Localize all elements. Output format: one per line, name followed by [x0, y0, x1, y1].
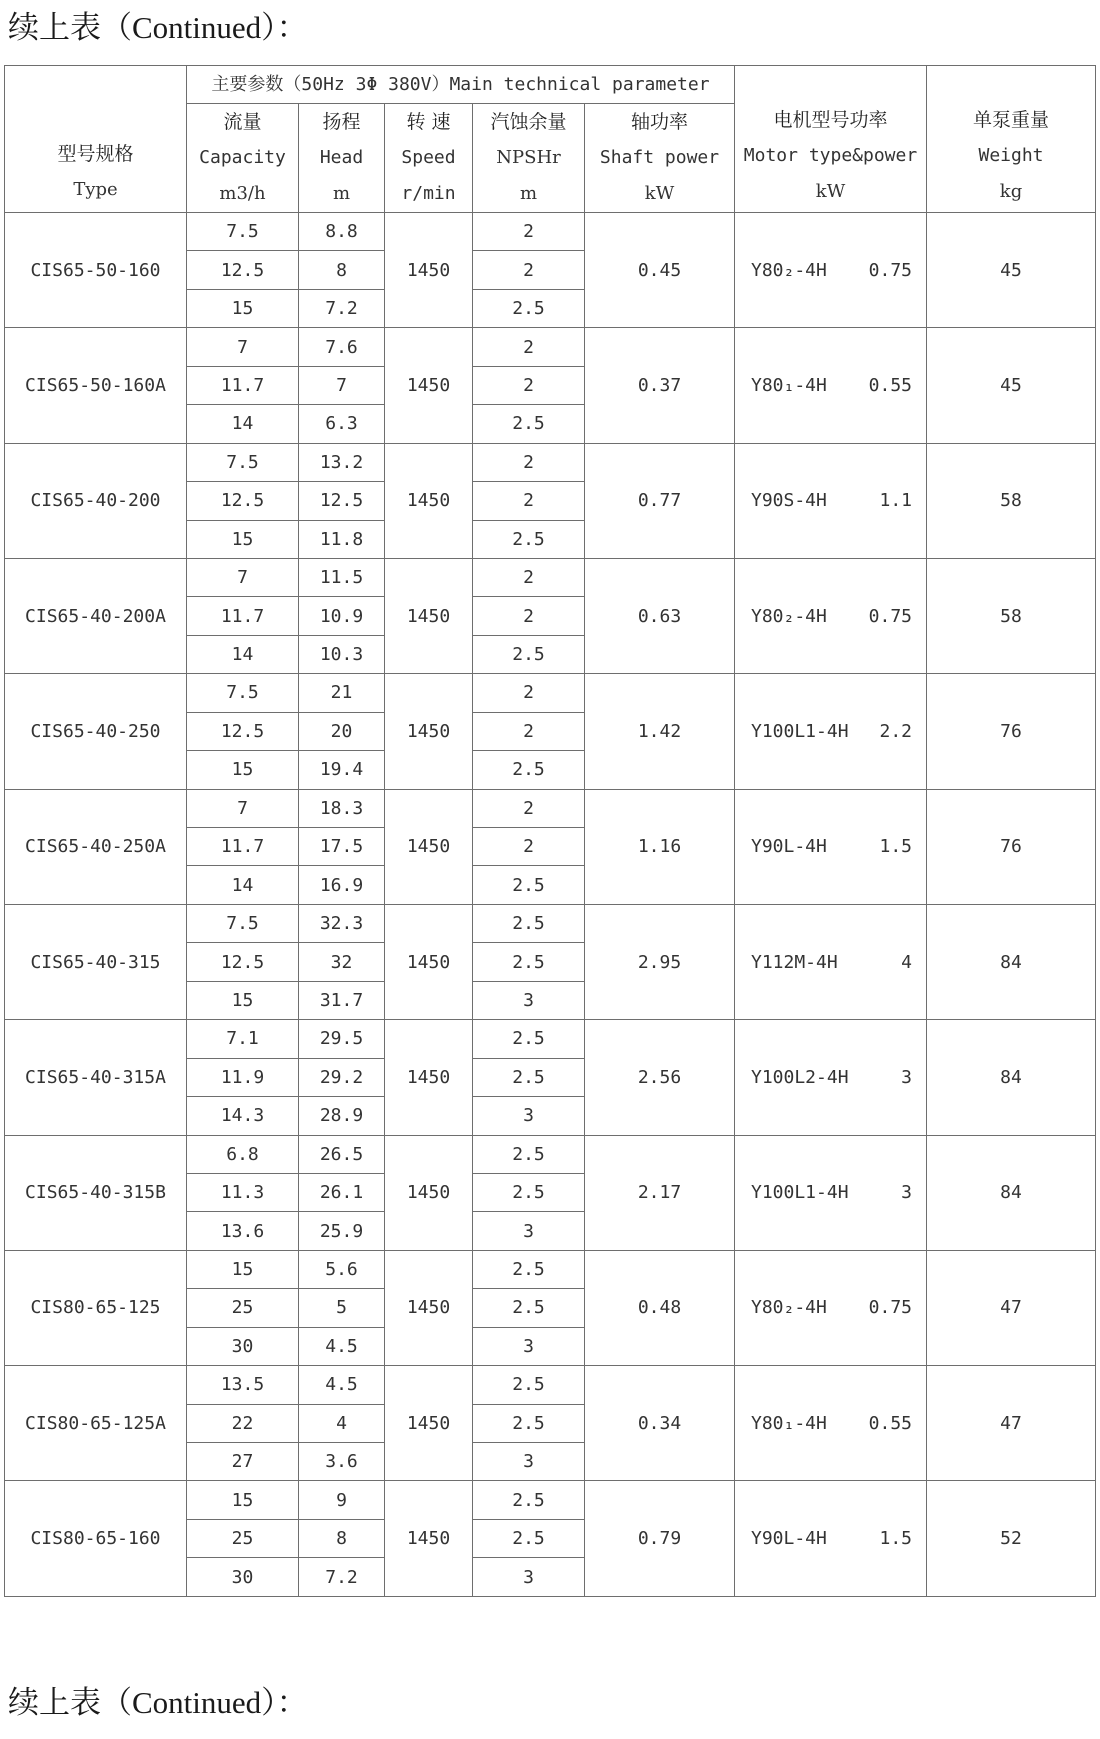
cell-capacity: 25: [187, 1519, 299, 1557]
table-row: [5, 789, 1096, 827]
cell-weight: 47: [927, 1250, 1096, 1365]
cell-motor: [735, 558, 927, 673]
cell-shaft-power: 0.37: [585, 328, 735, 443]
header-motor-unit: kW: [815, 181, 846, 202]
cell-weight: 76: [927, 789, 1096, 904]
cell-capacity: 12.5: [187, 943, 299, 981]
cell-speed: 1450: [385, 1020, 473, 1135]
header-speed-cn: 转 速: [406, 111, 451, 133]
cell-type: CIS65-40-315B: [5, 1135, 187, 1250]
motor-type: Y80₁-4H: [751, 1412, 827, 1434]
cell-shaft-power: 0.63: [585, 558, 735, 673]
cell-npshr: 2.5: [473, 1289, 585, 1327]
cell-npshr: 2.5: [473, 1366, 585, 1404]
motor-type: Y90L-4H: [751, 1528, 827, 1550]
header-head: [299, 104, 385, 213]
cell-speed: 1450: [385, 674, 473, 789]
cell-speed: 1450: [385, 1481, 473, 1597]
table-row: [5, 1020, 1096, 1058]
cell-motor: [735, 213, 927, 328]
cell-capacity: 30: [187, 1327, 299, 1365]
cell-shaft-power: 0.45: [585, 213, 735, 328]
motor-type: Y90S-4H: [751, 490, 827, 512]
cell-npshr: 2: [473, 712, 585, 750]
table-row: [5, 558, 1096, 596]
cell-motor: [735, 1020, 927, 1135]
cell-head: 11.8: [299, 520, 385, 558]
motor-power: 0.75: [868, 605, 912, 627]
cell-capacity: 12.5: [187, 482, 299, 520]
cell-motor: [735, 789, 927, 904]
page-heading-bottom: 续上表（Continued）：: [8, 1685, 308, 1720]
cell-head: 6.3: [299, 405, 385, 443]
cell-speed: 1450: [385, 328, 473, 443]
cell-type: CIS80-65-160: [5, 1481, 187, 1597]
cell-weight: 58: [927, 443, 1096, 558]
cell-npshr: 2.5: [473, 1058, 585, 1096]
cell-capacity: 14: [187, 866, 299, 904]
cell-npshr: 2: [473, 828, 585, 866]
cell-weight: 45: [927, 213, 1096, 328]
cell-capacity: 12.5: [187, 251, 299, 289]
cell-head: 19.4: [299, 751, 385, 789]
cell-shaft-power: 2.56: [585, 1020, 735, 1135]
cell-npshr: 2.5: [473, 405, 585, 443]
motor-type: Y80₂-4H: [751, 259, 827, 281]
cell-head: 25.9: [299, 1212, 385, 1250]
header-weight-unit: kg: [999, 181, 1023, 202]
cell-capacity: 15: [187, 1481, 299, 1519]
cell-head: 5.6: [299, 1250, 385, 1288]
cell-head: 17.5: [299, 828, 385, 866]
cell-npshr: 2.5: [473, 943, 585, 981]
header-motor-en: Motor type&power: [743, 145, 918, 166]
cell-capacity: 7.5: [187, 213, 299, 251]
table-row: [5, 443, 1096, 481]
cell-type: CIS65-40-315A: [5, 1020, 187, 1135]
cell-npshr: 2: [473, 674, 585, 712]
cell-type: CIS65-40-200: [5, 443, 187, 558]
cell-head: 3.6: [299, 1443, 385, 1481]
cell-capacity: 12.5: [187, 712, 299, 750]
cell-head: 18.3: [299, 789, 385, 827]
cell-capacity: 15: [187, 981, 299, 1019]
cell-weight: 52: [927, 1481, 1096, 1597]
header-npshr-cn: 汽蚀余量: [490, 111, 567, 133]
header-capacity-unit: m3/h: [219, 183, 266, 204]
cell-npshr: 2: [473, 558, 585, 596]
cell-speed: 1450: [385, 213, 473, 328]
cell-npshr: 2.5: [473, 1250, 585, 1288]
header-shaft-power: [585, 104, 735, 213]
motor-type-power: [735, 606, 926, 627]
cell-type: CIS65-40-315: [5, 904, 187, 1019]
cell-head: 7: [299, 366, 385, 404]
motor-power: 1.1: [879, 490, 912, 512]
cell-type: CIS65-50-160: [5, 213, 187, 328]
cell-capacity: 7: [187, 789, 299, 827]
cell-npshr: 2.5: [473, 289, 585, 327]
cell-speed: 1450: [385, 1250, 473, 1365]
cell-weight: 58: [927, 558, 1096, 673]
header-type-en: Type: [73, 179, 118, 200]
cell-speed: 1450: [385, 789, 473, 904]
cell-capacity: 30: [187, 1558, 299, 1597]
cell-head: 4: [299, 1404, 385, 1442]
cell-head: 4.5: [299, 1366, 385, 1404]
table-body: [5, 213, 1096, 1597]
header-head-unit: m: [332, 183, 351, 204]
motor-power: 0.75: [868, 1297, 912, 1319]
cell-head: 8: [299, 1519, 385, 1557]
cell-motor: [735, 1135, 927, 1250]
cell-type: CIS65-40-250: [5, 674, 187, 789]
motor-power: 0.55: [868, 374, 912, 396]
cell-capacity: 6.8: [187, 1135, 299, 1173]
cell-capacity: 7.5: [187, 443, 299, 481]
cell-npshr: 3: [473, 1097, 585, 1135]
motor-type-power: [735, 1528, 926, 1549]
cell-capacity: 14: [187, 405, 299, 443]
header-shaft-en: Shaft power: [599, 147, 720, 168]
cell-capacity: 11.7: [187, 828, 299, 866]
cell-npshr: 2.5: [473, 1173, 585, 1211]
cell-capacity: 7.5: [187, 904, 299, 942]
cell-npshr: 2.5: [473, 866, 585, 904]
cell-weight: 45: [927, 328, 1096, 443]
header-motor-cn: 电机型号功率: [773, 109, 888, 131]
cell-capacity: 27: [187, 1443, 299, 1481]
cell-head: 16.9: [299, 866, 385, 904]
cell-capacity: 15: [187, 289, 299, 327]
header-type-cn: 型号规格: [57, 143, 134, 165]
header-capacity: [187, 104, 299, 213]
motor-type: Y90L-4H: [751, 836, 827, 858]
cell-head: 26.1: [299, 1173, 385, 1211]
cell-head: 8.8: [299, 213, 385, 251]
cell-shaft-power: 0.79: [585, 1481, 735, 1597]
cell-npshr: 3: [473, 1558, 585, 1597]
cell-shaft-power: 0.48: [585, 1250, 735, 1365]
cell-head: 9: [299, 1481, 385, 1519]
header-weight: [927, 66, 1096, 213]
cell-capacity: 25: [187, 1289, 299, 1327]
cell-capacity: 7.5: [187, 674, 299, 712]
header-main-parameter: 主要参数（50Hz 3Φ 380V）Main technical parameter: [187, 66, 735, 104]
cell-capacity: 11.9: [187, 1058, 299, 1096]
cell-speed: 1450: [385, 443, 473, 558]
cell-head: 4.5: [299, 1327, 385, 1365]
motor-type: Y80₂-4H: [751, 1297, 827, 1319]
cell-npshr: 2.5: [473, 635, 585, 673]
table-header: [5, 66, 1096, 213]
cell-shaft-power: 2.17: [585, 1135, 735, 1250]
header-npshr: [473, 104, 585, 213]
cell-capacity: 13.6: [187, 1212, 299, 1250]
header-capacity-cn: 流量: [223, 111, 262, 133]
table-row: [5, 1366, 1096, 1404]
cell-motor: [735, 443, 927, 558]
motor-power: 2.2: [879, 720, 912, 742]
cell-capacity: 11.3: [187, 1173, 299, 1211]
header-weight-en: Weight: [978, 145, 1044, 166]
cell-npshr: 2.5: [473, 1481, 585, 1519]
cell-head: 13.2: [299, 443, 385, 481]
cell-head: 32: [299, 943, 385, 981]
motor-power: 1.5: [879, 1528, 912, 1550]
cell-speed: 1450: [385, 1135, 473, 1250]
cell-motor: [735, 1366, 927, 1481]
cell-head: 29.5: [299, 1020, 385, 1058]
cell-motor: [735, 904, 927, 1019]
cell-weight: 76: [927, 674, 1096, 789]
cell-weight: 84: [927, 1020, 1096, 1135]
cell-head: 28.9: [299, 1097, 385, 1135]
header-type: [5, 66, 187, 213]
motor-power: 0.75: [868, 259, 912, 281]
table-row: [5, 1135, 1096, 1173]
header-motor: [735, 66, 927, 213]
header-npshr-en: NPSHr: [496, 147, 561, 168]
motor-type: Y80₁-4H: [751, 374, 827, 396]
cell-npshr: 2: [473, 366, 585, 404]
motor-type-power: [735, 1413, 926, 1434]
cell-head: 31.7: [299, 981, 385, 1019]
cell-npshr: 2: [473, 597, 585, 635]
motor-type: Y100L1-4H: [751, 1182, 849, 1204]
cell-npshr: 2: [473, 328, 585, 366]
cell-shaft-power: 1.16: [585, 789, 735, 904]
motor-type: Y112M-4H: [751, 951, 838, 973]
motor-power: 1.5: [879, 836, 912, 858]
cell-npshr: 3: [473, 1443, 585, 1481]
cell-head: 7.6: [299, 328, 385, 366]
cell-head: 20: [299, 712, 385, 750]
motor-power: 4: [901, 951, 912, 973]
header-npshr-unit: m: [519, 183, 538, 204]
header-speed-unit: r/min: [401, 183, 456, 204]
cell-capacity: 22: [187, 1404, 299, 1442]
header-speed-en: Speed: [401, 147, 456, 168]
cell-shaft-power: 0.77: [585, 443, 735, 558]
motor-type-power: [735, 836, 926, 857]
cell-npshr: 2.5: [473, 1404, 585, 1442]
cell-shaft-power: 0.34: [585, 1366, 735, 1481]
cell-speed: 1450: [385, 1366, 473, 1481]
cell-motor: [735, 328, 927, 443]
cell-head: 7.2: [299, 289, 385, 327]
cell-motor: [735, 1250, 927, 1365]
table-row: [5, 674, 1096, 712]
cell-capacity: 15: [187, 520, 299, 558]
motor-type-power: [735, 490, 926, 511]
cell-npshr: 2.5: [473, 904, 585, 942]
cell-head: 21: [299, 674, 385, 712]
motor-type-power: [735, 260, 926, 281]
cell-type: CIS80-65-125: [5, 1250, 187, 1365]
header-capacity-en: Capacity: [199, 147, 286, 168]
cell-weight: 84: [927, 904, 1096, 1019]
cell-head: 29.2: [299, 1058, 385, 1096]
cell-capacity: 14.3: [187, 1097, 299, 1135]
cell-npshr: 2.5: [473, 1135, 585, 1173]
pump-spec-table: [4, 65, 1096, 1597]
header-weight-cn: 单泵重量: [972, 109, 1049, 131]
cell-head: 7.2: [299, 1558, 385, 1597]
motor-type: Y100L2-4H: [751, 1066, 849, 1088]
cell-weight: 47: [927, 1366, 1096, 1481]
cell-type: CIS65-40-200A: [5, 558, 187, 673]
table-row: [5, 213, 1096, 251]
cell-head: 32.3: [299, 904, 385, 942]
cell-npshr: 3: [473, 1327, 585, 1365]
cell-capacity: 11.7: [187, 597, 299, 635]
cell-npshr: 2: [473, 789, 585, 827]
cell-npshr: 2.5: [473, 520, 585, 558]
cell-shaft-power: 1.42: [585, 674, 735, 789]
header-head-cn: 扬程: [322, 111, 361, 133]
cell-head: 11.5: [299, 558, 385, 596]
cell-capacity: 15: [187, 1250, 299, 1288]
cell-npshr: 3: [473, 981, 585, 1019]
cell-npshr: 2.5: [473, 1020, 585, 1058]
motor-type-power: [735, 1067, 926, 1088]
cell-type: CIS65-50-160A: [5, 328, 187, 443]
cell-npshr: 2.5: [473, 751, 585, 789]
cell-npshr: 2.5: [473, 1519, 585, 1557]
cell-head: 8: [299, 251, 385, 289]
cell-capacity: 13.5: [187, 1366, 299, 1404]
table-row: [5, 904, 1096, 942]
motor-type-power: [735, 952, 926, 973]
header-shaft-cn: 轴功率: [630, 111, 688, 133]
cell-head: 26.5: [299, 1135, 385, 1173]
motor-power: 0.55: [868, 1412, 912, 1434]
header-shaft-unit: kW: [644, 183, 675, 204]
header-speed: [385, 104, 473, 213]
motor-type: Y100L1-4H: [751, 720, 849, 742]
cell-npshr: 2: [473, 213, 585, 251]
cell-capacity: 14: [187, 635, 299, 673]
cell-head: 10.3: [299, 635, 385, 673]
table-row: [5, 1481, 1096, 1519]
cell-head: 12.5: [299, 482, 385, 520]
motor-type-power: [735, 1182, 926, 1203]
cell-npshr: 2: [473, 251, 585, 289]
cell-motor: [735, 674, 927, 789]
motor-type-power: [735, 1297, 926, 1318]
cell-shaft-power: 2.95: [585, 904, 735, 1019]
cell-capacity: 7.1: [187, 1020, 299, 1058]
cell-speed: 1450: [385, 558, 473, 673]
table-row: [5, 328, 1096, 366]
cell-head: 5: [299, 1289, 385, 1327]
motor-type-power: [735, 375, 926, 396]
cell-type: CIS65-40-250A: [5, 789, 187, 904]
cell-type: CIS80-65-125A: [5, 1366, 187, 1481]
cell-head: 10.9: [299, 597, 385, 635]
cell-weight: 84: [927, 1135, 1096, 1250]
cell-capacity: 7: [187, 558, 299, 596]
motor-power: 3: [901, 1182, 912, 1204]
cell-motor: [735, 1481, 927, 1597]
cell-npshr: 2: [473, 482, 585, 520]
motor-type: Y80₂-4H: [751, 605, 827, 627]
cell-capacity: 7: [187, 328, 299, 366]
cell-speed: 1450: [385, 904, 473, 1019]
cell-capacity: 15: [187, 751, 299, 789]
header-head-en: Head: [319, 147, 364, 168]
cell-npshr: 2: [473, 443, 585, 481]
cell-npshr: 3: [473, 1212, 585, 1250]
motor-type-power: [735, 721, 926, 742]
page-heading-top: 续上表（Continued）：: [8, 10, 308, 45]
motor-power: 3: [901, 1066, 912, 1088]
cell-capacity: 11.7: [187, 366, 299, 404]
table-row: [5, 1250, 1096, 1288]
